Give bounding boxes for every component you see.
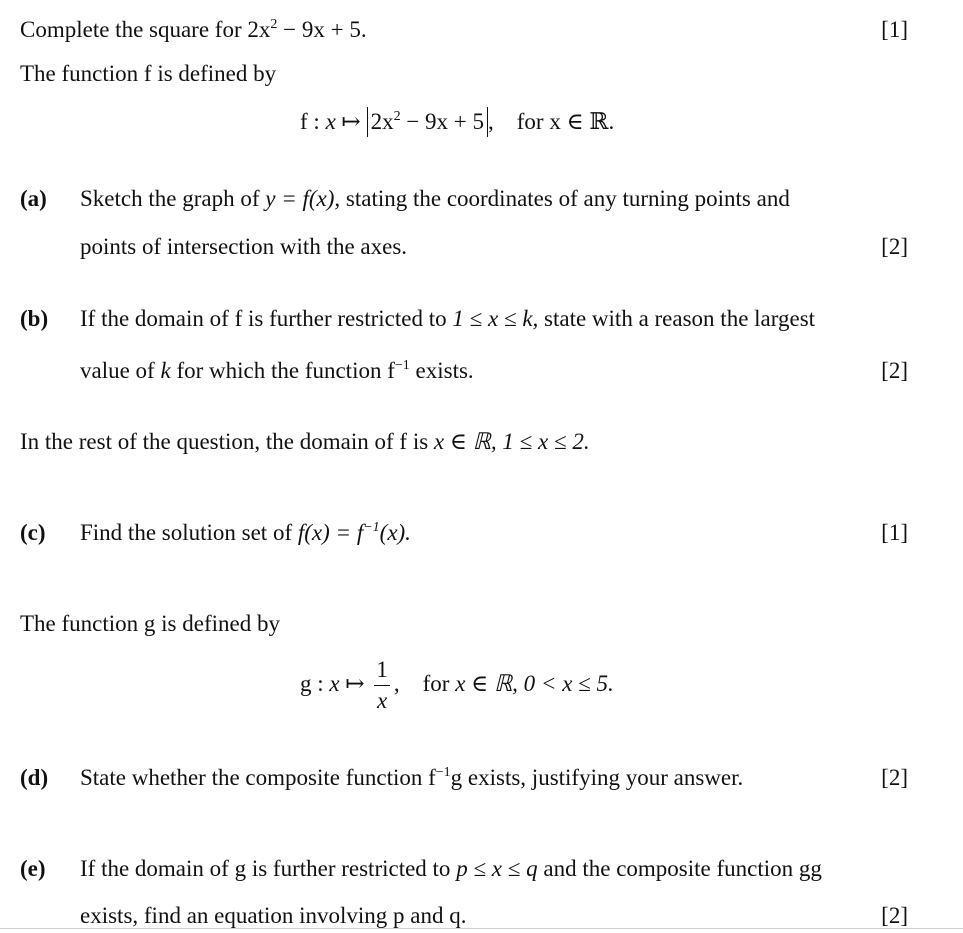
- part-a-mark: [2]: [881, 234, 908, 259]
- f-definition: f : x ↦ $2x^2 - 9x + 5$ , for x ∈ ℝ.: [300, 107, 614, 137]
- part-e-line-1: If the domain of g is further restricted to p ≤ x ≤ q and the composite function gg: [80, 856, 822, 881]
- fraction: $\frac{1}{x}$: [376, 657, 388, 714]
- part-c-mark: [1]: [881, 520, 908, 545]
- part-a-line-1: Sketch the graph of y = f(x), stating the coordinates of any turning points and: [80, 186, 790, 211]
- part-b-label: (b): [20, 306, 49, 331]
- part-b-line-1: If the domain of f is further restricted to 1 ≤ x ≤ k, state with a reason the largest: [80, 306, 816, 331]
- absolute-value: $2x^2 - 9x + 5$: [367, 107, 488, 137]
- intro-mark: [1]: [881, 17, 908, 42]
- g-definition: g : x ↦ $\frac{1}{x}$ , for x ∈ ℝ, 0 < x ≤ 5.: [300, 652, 614, 716]
- page-edge: [0, 928, 963, 929]
- part-d-mark: [2]: [881, 765, 908, 790]
- part-e-label: (e): [20, 856, 46, 881]
- part-a-line-2: points of intersection with the axes.: [80, 234, 408, 259]
- part-c-line: Find the solution set of $f(x) = f^{-1}(x)$.: [80, 520, 411, 545]
- part-e-mark: [2]: [881, 903, 908, 928]
- part-d-label: (d): [20, 765, 49, 790]
- g-intro: The function g is defined by: [20, 611, 280, 636]
- domain-note: In the rest of the question, the domain of f is x ∈ ℝ, 1 ≤ x ≤ 2.: [20, 429, 590, 454]
- part-c-label: (c): [20, 520, 46, 545]
- part-d-line: State whether the composite function $f^{-1}g$ exists, justifying your answer.: [80, 765, 744, 790]
- part-a-label: (a): [20, 186, 47, 211]
- intro-text: Complete the square for: [20, 17, 248, 42]
- part-b-mark: [2]: [881, 358, 908, 383]
- part-e-line-2: exists, find an equation involving p and q.: [80, 903, 467, 928]
- intro-line-1: [20, 16, 367, 44]
- intro-expr: $2x^2 - 9x + 5$.: [247, 17, 367, 42]
- intro-line-2: The function f is defined by: [20, 61, 277, 86]
- part-b-line-2: value of k for which the function $f^{-1}$ exists.: [80, 358, 474, 383]
